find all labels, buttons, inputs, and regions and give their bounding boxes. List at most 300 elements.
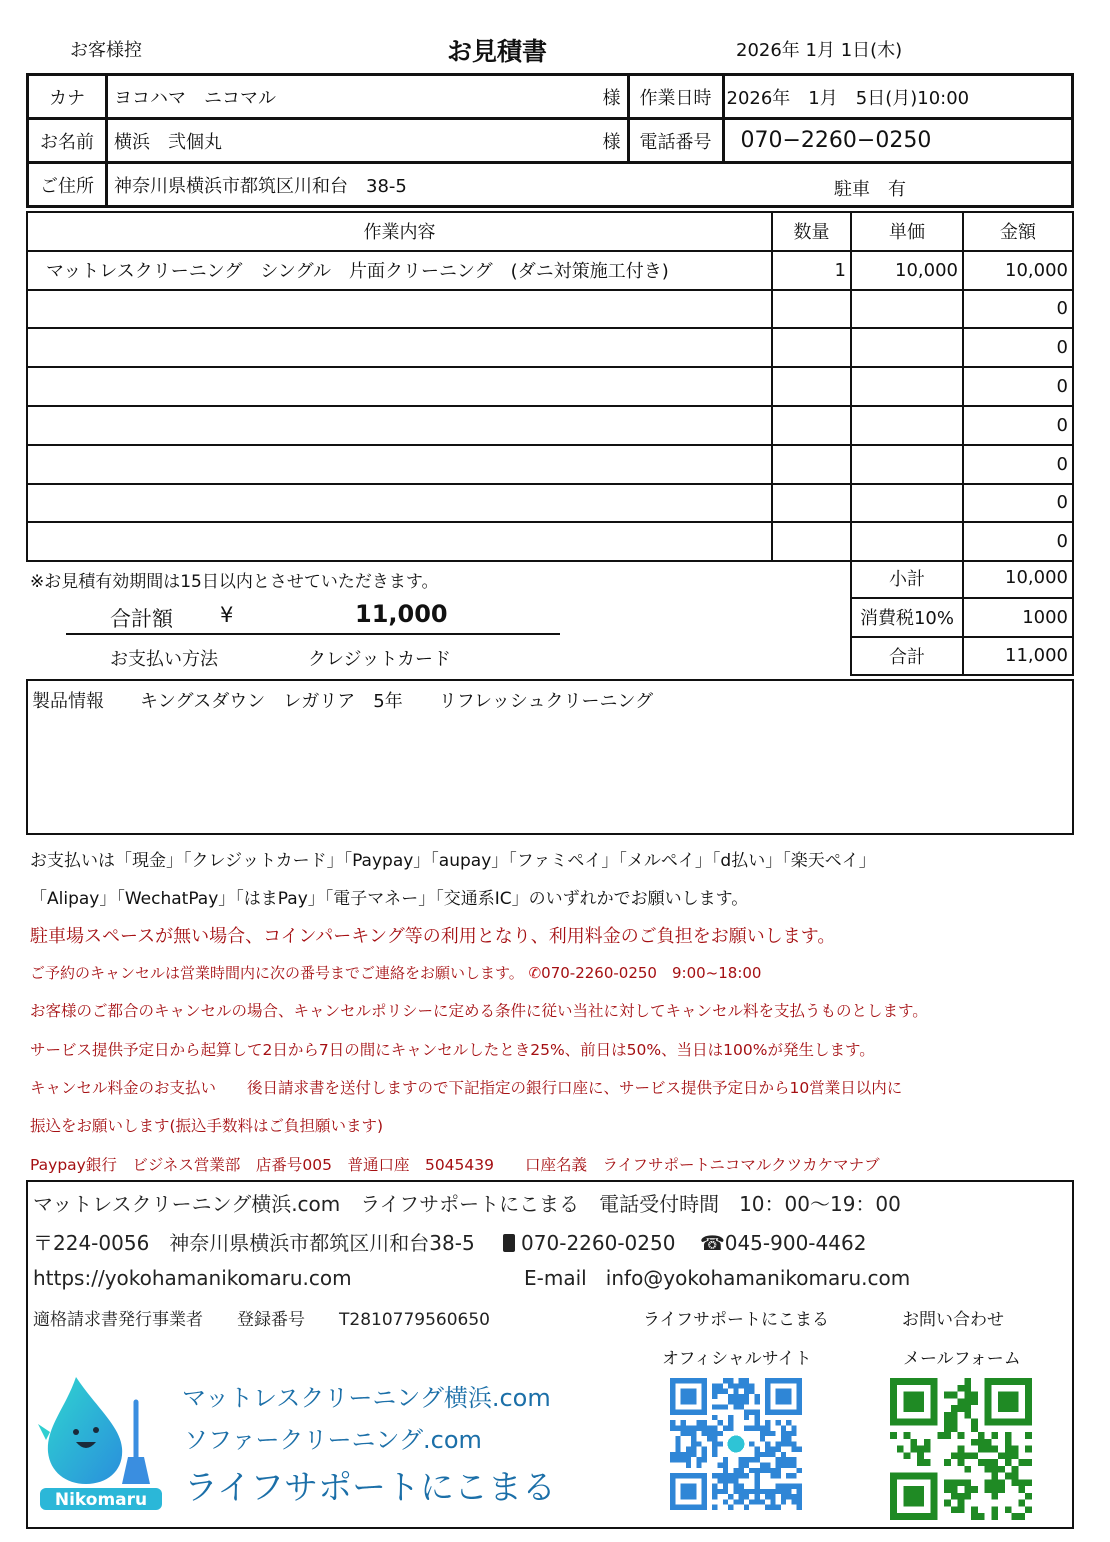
item-quantity [772, 445, 851, 484]
qr-module [760, 1426, 765, 1431]
qr-module [791, 1426, 796, 1431]
qr-module [964, 1486, 971, 1493]
qr-module [696, 1457, 701, 1462]
qr-module [754, 1420, 759, 1425]
qr-module [739, 1489, 744, 1494]
qr-module [744, 1389, 749, 1394]
item-unit-price [851, 367, 963, 406]
qr-module [744, 1378, 749, 1383]
table-row [27, 367, 1073, 406]
qr-module [723, 1404, 728, 1409]
qr-module [733, 1478, 738, 1483]
qr-module [770, 1447, 775, 1452]
qr-module [728, 1415, 733, 1420]
qr-module [670, 1426, 675, 1431]
qr-module [770, 1505, 775, 1510]
qr-module [781, 1426, 786, 1431]
qr-module [770, 1499, 775, 1504]
qr-module [712, 1447, 717, 1452]
subtotal-value: 10,000 [963, 559, 1073, 598]
work-datetime-value: 2026年 1月 5日(月)10:00 [723, 75, 1073, 119]
table-row [27, 484, 1073, 523]
qr-module [723, 1389, 728, 1394]
qr-module [786, 1484, 791, 1489]
qr-module [998, 1452, 1005, 1459]
qr-module [971, 1452, 978, 1459]
qr-module [991, 1466, 998, 1473]
qr-module [744, 1426, 749, 1431]
qr-module [733, 1399, 738, 1404]
qr-module [744, 1462, 749, 1467]
qr-module [1025, 1506, 1032, 1513]
qr-module [1025, 1493, 1032, 1500]
invoice-registration: 適格請求書発行事業者 登録番号 T2810779560650 [33, 1310, 490, 1330]
qr-module [958, 1398, 965, 1405]
qr-module [1012, 1446, 1019, 1453]
qr-module [702, 1431, 707, 1436]
qr-module [791, 1494, 796, 1499]
qr-module [712, 1489, 717, 1494]
qr-module [791, 1441, 796, 1446]
postal-address: 〒224-0056 神奈川県横浜市都筑区川和台38-5 [33, 1231, 475, 1255]
qr-module [786, 1436, 791, 1441]
qr-module [951, 1493, 958, 1500]
qr-module [944, 1432, 951, 1439]
qr-module [978, 1513, 985, 1520]
total-amount: 11,000 [355, 600, 448, 628]
qr-module [985, 1459, 992, 1466]
qr-module [744, 1494, 749, 1499]
qr-module [728, 1378, 733, 1383]
name-value: 横浜 弐個丸 [107, 119, 597, 163]
item-amount: 0 [963, 328, 1073, 367]
item-quantity [772, 328, 851, 367]
qr-module [754, 1415, 759, 1420]
qr-module [776, 1489, 781, 1494]
qr-module [765, 1468, 770, 1473]
qr-module [702, 1452, 707, 1457]
header-quantity: 数量 [772, 212, 851, 251]
qr-module [728, 1478, 733, 1483]
qr-module [917, 1452, 924, 1459]
qr-module [691, 1426, 696, 1431]
qr-module [765, 1452, 770, 1457]
qr-module [776, 1473, 781, 1478]
landline-number: 045-900-4462 [724, 1231, 867, 1255]
qr-module [1012, 1452, 1019, 1459]
qr-module [958, 1500, 965, 1507]
qr-module [765, 1431, 770, 1436]
brand-line-2: ソファークリーニング.com [184, 1426, 482, 1454]
qr-module [964, 1378, 971, 1385]
qr-module [781, 1431, 786, 1436]
item-amount: 0 [963, 484, 1073, 523]
subtotal-row [851, 559, 1073, 598]
qr-module [733, 1389, 738, 1394]
item-description [27, 406, 772, 445]
qr-center-logo-icon [728, 1436, 745, 1453]
qr-module [718, 1489, 723, 1494]
qr-module [985, 1446, 992, 1453]
qr-module [723, 1499, 728, 1504]
qr-module [776, 1505, 781, 1510]
item-unit-price [851, 522, 963, 561]
qr-module [991, 1473, 998, 1480]
qr-module [791, 1462, 796, 1467]
qr-module [951, 1419, 958, 1426]
table-row [27, 251, 1073, 290]
qr-module [691, 1436, 696, 1441]
qr-module [1025, 1479, 1032, 1486]
qr-module [733, 1499, 738, 1504]
qr-module [754, 1484, 759, 1489]
item-quantity: 1 [772, 251, 851, 290]
qr-module [1018, 1486, 1025, 1493]
qr-module [964, 1412, 971, 1419]
phone-label: 電話番号 [628, 119, 723, 163]
qr-module [728, 1505, 733, 1510]
qr-module [728, 1420, 733, 1425]
qr-module [686, 1426, 691, 1431]
qr-module [797, 1499, 802, 1504]
qr-module [765, 1494, 770, 1499]
qr-module [691, 1452, 696, 1457]
copy-label: お客様控 [70, 40, 142, 61]
qr-module [760, 1499, 765, 1504]
qr-module [718, 1389, 723, 1394]
qr-module [978, 1439, 985, 1446]
qr-module [739, 1383, 744, 1388]
qr-module [786, 1441, 791, 1446]
qr-module [739, 1457, 744, 1462]
qr-module [971, 1419, 978, 1426]
honorific: 様 [597, 75, 629, 119]
qr-module [964, 1466, 971, 1473]
qr-module [702, 1420, 707, 1425]
qr-module [712, 1505, 717, 1510]
qr-module [958, 1446, 965, 1453]
qr-module [675, 1452, 680, 1457]
item-description [27, 445, 772, 484]
qr-module [670, 1420, 675, 1425]
qr-module [1005, 1432, 1012, 1439]
qr-module [1018, 1513, 1025, 1520]
qr-module [739, 1468, 744, 1473]
qr-module [718, 1420, 723, 1425]
qr-module [744, 1394, 749, 1399]
qr-module [991, 1486, 998, 1493]
mascot-arm [38, 1424, 50, 1440]
qr-module [770, 1452, 775, 1457]
qr-module [765, 1462, 770, 1467]
qr-module [797, 1468, 802, 1473]
qr-module [917, 1459, 924, 1466]
qr-module [765, 1447, 770, 1452]
grand-total-label: 合計 [851, 637, 963, 676]
qr-module [681, 1452, 686, 1457]
qr-module [904, 1452, 911, 1459]
qr-module [964, 1452, 971, 1459]
qr-module [1025, 1459, 1032, 1466]
qr-module [890, 1432, 897, 1439]
table-row [27, 522, 1073, 561]
qr-module [712, 1441, 717, 1446]
header-amount: 金額 [963, 212, 1073, 251]
qr-module [776, 1447, 781, 1452]
qr-module [964, 1493, 971, 1500]
qr-module [991, 1513, 998, 1520]
product-info: 製品情報 キングスダウン レガリア 5年 リフレッシュクリーニング [32, 691, 654, 712]
cancel-payment-note-2: 振込をお願いします(振込手数料はご負担願います) [30, 1117, 384, 1135]
mobile-number: 070-2260-0250 [521, 1231, 676, 1255]
qr-module [754, 1499, 759, 1504]
qr-finder-inner [998, 1392, 1018, 1412]
qr-module [718, 1431, 723, 1436]
brand-line-3: ライフサポートにこまる [184, 1468, 556, 1508]
qr-module [739, 1394, 744, 1399]
qr-module [765, 1505, 770, 1510]
qr-module [786, 1462, 791, 1467]
qr-module [712, 1415, 717, 1420]
qr-module [904, 1432, 911, 1439]
qr-module [786, 1457, 791, 1462]
item-amount: 0 [963, 406, 1073, 445]
document-title: お見積書 [447, 37, 548, 66]
qr-module [971, 1398, 978, 1405]
bank-info: Paypay銀行 ビジネス営業部 店番号005 普通口座 5045439 口座名義 ライフサポートニコマルクツカケマナブ [30, 1156, 880, 1174]
qr-module [781, 1441, 786, 1446]
name-label: お名前 [28, 119, 107, 163]
items-header-row [27, 212, 1073, 251]
qr-code-official-site[interactable] [668, 1378, 804, 1510]
product-info-box [26, 679, 1074, 835]
qr-module [718, 1462, 723, 1467]
qr-module [944, 1479, 951, 1486]
logo-text: Nikomaru [54, 1490, 148, 1510]
qr-module [944, 1500, 951, 1507]
qr-module [728, 1383, 733, 1388]
qr-module [944, 1412, 951, 1419]
qr-module [675, 1426, 680, 1431]
item-unit-price [851, 406, 963, 445]
qr-module [739, 1404, 744, 1409]
qr-module [760, 1468, 765, 1473]
qr-module [791, 1473, 796, 1478]
qr-module [733, 1468, 738, 1473]
qr-module [971, 1486, 978, 1493]
qr-module [733, 1394, 738, 1399]
qr-module [951, 1506, 958, 1513]
qr-module [1005, 1473, 1012, 1480]
website-url[interactable]: https://yokohamanikomaru.com [33, 1266, 352, 1290]
mobile-phone-icon [503, 1234, 515, 1252]
table-row [27, 406, 1073, 445]
qr-module [964, 1405, 971, 1412]
email-line [524, 1266, 910, 1290]
cancel-fees-note: サービス提供予定日から起算して2日から7日の間にキャンセルしたとき25%、前日は50%、当日は100%が発生します。 [30, 1041, 875, 1059]
qr-module [754, 1426, 759, 1431]
table-row [27, 445, 1073, 484]
qr-module [696, 1426, 701, 1431]
qr-module [1025, 1432, 1032, 1439]
table-row [27, 328, 1073, 367]
email-address[interactable]: info@yokohamanikomaru.com [605, 1266, 911, 1290]
qr-module [754, 1452, 759, 1457]
payment-method-value: クレジットカード [308, 649, 452, 670]
address-label: ご住所 [28, 163, 107, 207]
qr-module [744, 1415, 749, 1420]
qr-module [681, 1420, 686, 1425]
qr-module [765, 1426, 770, 1431]
qr-module [723, 1484, 728, 1489]
company-address-line [33, 1227, 866, 1256]
qr-module [776, 1468, 781, 1473]
qr-finder-inner [904, 1392, 924, 1412]
kana-value: ヨコハマ ニコマル [107, 75, 597, 119]
qr-module [786, 1489, 791, 1494]
qr-module [781, 1462, 786, 1467]
table-row [27, 290, 1073, 329]
items-table [26, 211, 1074, 562]
customer-row-kana [28, 75, 1073, 119]
qr-finder-inner [776, 1389, 792, 1405]
qr-module [744, 1383, 749, 1388]
qr-module [744, 1473, 749, 1478]
qr-module [765, 1441, 770, 1446]
qr-module [696, 1420, 701, 1425]
qr-module [998, 1466, 1005, 1473]
qr-module [958, 1385, 965, 1392]
payment-methods-note-1: お支払いは「現金」「クレジットカード」「Paypay」「aupay」「ファミペイ」「メルペイ」「d払い」「楽天ペイ」 [30, 851, 876, 871]
qr-module [770, 1494, 775, 1499]
qr-module [749, 1410, 754, 1415]
qr-module [744, 1489, 749, 1494]
qr-module [1012, 1479, 1019, 1486]
qr-module [754, 1473, 759, 1478]
qr-module [964, 1479, 971, 1486]
qr-module [728, 1394, 733, 1399]
qr-module [696, 1441, 701, 1446]
qr-module [681, 1431, 686, 1436]
qr-module [712, 1394, 717, 1399]
qr-module [951, 1392, 958, 1399]
cancel-phone: 070-2260-0250 9:00~18:00 [541, 964, 762, 982]
qr-module [733, 1383, 738, 1388]
qr-module [978, 1459, 985, 1466]
qr-module [944, 1392, 951, 1399]
qr-module [958, 1479, 965, 1486]
qr-module [707, 1431, 712, 1436]
qr-module [1012, 1473, 1019, 1480]
qr-module [749, 1426, 754, 1431]
qr-module [749, 1389, 754, 1394]
qr-module [723, 1478, 728, 1483]
qr-module [944, 1419, 951, 1426]
qr-module [1018, 1479, 1025, 1486]
qr-module [702, 1457, 707, 1462]
qr-module [937, 1432, 944, 1439]
qr-module [686, 1462, 691, 1467]
qr-module [723, 1473, 728, 1478]
qr-module [739, 1494, 744, 1499]
qr-module [691, 1447, 696, 1452]
qr-module [971, 1425, 978, 1432]
qr-module [1018, 1459, 1025, 1466]
qr-module [733, 1404, 738, 1409]
item-description [27, 367, 772, 406]
qr-module [776, 1462, 781, 1467]
qr-module [1005, 1439, 1012, 1446]
qr-module [944, 1459, 951, 1466]
qr-module [728, 1399, 733, 1404]
qr-module [760, 1489, 765, 1494]
qr-module [910, 1446, 917, 1453]
item-description [27, 328, 772, 367]
item-description [27, 290, 772, 329]
qr-module [733, 1489, 738, 1494]
qr-module [707, 1436, 712, 1441]
qr-module [681, 1457, 686, 1462]
qr-module [744, 1505, 749, 1510]
qr-module [786, 1494, 791, 1499]
qr-module [791, 1457, 796, 1462]
qr-module [723, 1489, 728, 1494]
qr-module [958, 1459, 965, 1466]
qr-module [702, 1426, 707, 1431]
qr-module [971, 1506, 978, 1513]
qr-module [686, 1431, 691, 1436]
item-amount: 10,000 [963, 251, 1073, 290]
item-amount: 0 [963, 290, 1073, 329]
qr-module [712, 1473, 717, 1478]
qr-module [951, 1412, 958, 1419]
company-line: マットレスクリーニング横浜.com ライフサポートにこまる 電話受付時間 10：00〜19：00 [33, 1192, 901, 1216]
qr-module [681, 1426, 686, 1431]
qr-module [958, 1432, 965, 1439]
customer-row-address [28, 163, 1073, 207]
qr-module [739, 1462, 744, 1467]
mascot-body [48, 1377, 122, 1484]
qr-module [964, 1398, 971, 1405]
qr-module [718, 1478, 723, 1483]
qr-code-contact-form[interactable] [888, 1378, 1034, 1520]
qr-contact-caption-1: お問い合わせ [902, 1310, 1004, 1330]
qr-module [702, 1447, 707, 1452]
qr-module [781, 1436, 786, 1441]
qr-module [985, 1466, 992, 1473]
qr-module [1025, 1446, 1032, 1453]
summary-table [850, 559, 1074, 676]
qr-module [797, 1484, 802, 1489]
qr-module [944, 1486, 951, 1493]
mascot-eye-right [93, 1427, 99, 1433]
qr-module [958, 1452, 965, 1459]
qr-module [670, 1452, 675, 1457]
parking-status: 駐車 有 [834, 179, 906, 200]
qr-module [739, 1378, 744, 1383]
items-body [27, 251, 1073, 561]
grand-total-row [851, 637, 1073, 676]
grand-total-value: 11,000 [963, 637, 1073, 676]
qr-module [765, 1489, 770, 1494]
qr-module [1018, 1500, 1025, 1507]
qr-module [728, 1494, 733, 1499]
qr-module [770, 1431, 775, 1436]
phone-value: 070−2260−0250 [723, 119, 1073, 163]
qr-module [991, 1446, 998, 1453]
qr-module [910, 1439, 917, 1446]
qr-module [686, 1447, 691, 1452]
